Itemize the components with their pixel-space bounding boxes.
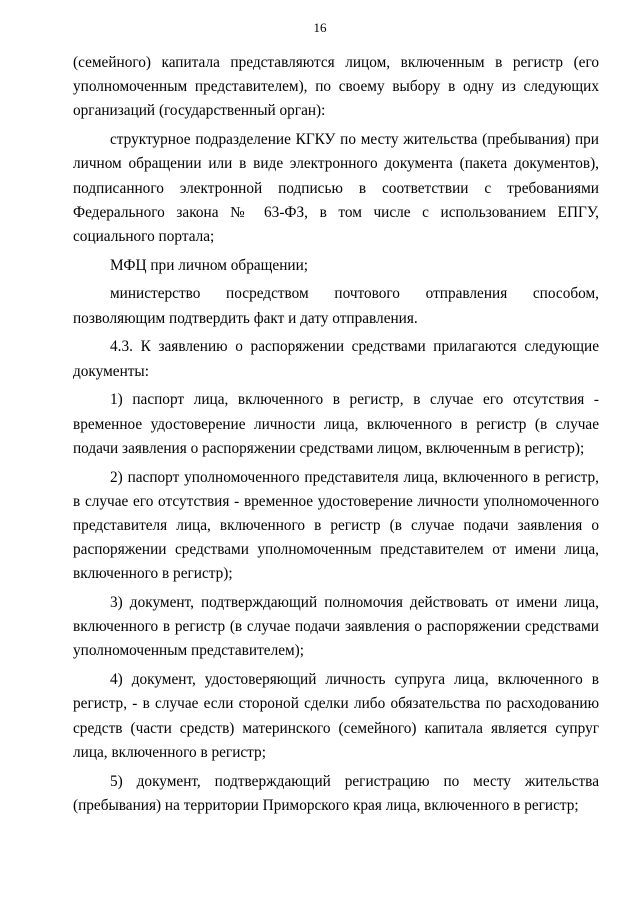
- text-line: организаций (государственный орган):: [73, 102, 326, 120]
- page-number: 16: [313, 20, 327, 35]
- text-line: распоряжении средствами уполномоченным представителем от имени лица,: [73, 541, 599, 559]
- list-item-3: [73, 591, 599, 664]
- text-line: включенного в регистр (в случае подачи заявления о распоряжении средствами: [73, 618, 599, 636]
- text-line: включенного в регистр);: [73, 565, 233, 583]
- text-line: структурное подразделение КГКУ по месту жительства (пребывания) при: [110, 131, 599, 149]
- list-item-4: [73, 668, 599, 765]
- text-line: МФЦ при личном обращении;: [110, 256, 309, 274]
- text-line: в случае его отсутствия - временное удостоверение личности уполномоченного: [73, 492, 599, 510]
- document-body: [73, 51, 599, 818]
- text-line: (семейного) капитала представляются лицом, включенным в регистр (его: [73, 54, 599, 71]
- text-line: личном обращении или в виде электронного документа (пакета документов),: [73, 155, 599, 173]
- text-line: регистр, - в случае если стороной сделки либо обязательства по расходованию: [73, 695, 599, 713]
- paragraph-ministry-option: [73, 282, 599, 330]
- text-line: подписанного электронной подписью в соответствии с требованиями: [73, 179, 599, 197]
- text-line: лица, включенного в регистр;: [73, 743, 266, 761]
- text-line: временное удостоверение личности лица, включенного в регистр (в случае: [73, 415, 599, 433]
- text-line: подачи заявления о распоряжении средствами лицом, включенным в регистр);: [73, 439, 585, 457]
- text-line: 4.3. К заявлению о распоряжении средствами прилагаются следующие: [110, 338, 599, 356]
- paragraph-mfc-option: [73, 254, 599, 278]
- paragraph-continuation: [73, 51, 599, 124]
- text-line: 5) документ, подтверждающий регистрацию по месту жительства: [110, 772, 599, 790]
- text-line: 3) документ, подтверждающий полномочия действовать от имени лица,: [110, 594, 599, 612]
- text-line: (пребывания) на территории Приморского края лица, включенного в регистр;: [73, 796, 579, 814]
- text-line: 1) паспорт лица, включенного в регистр, в случае его отсутствия -: [110, 391, 599, 409]
- text-line: позволяющим подтвердить факт и дату отправления.: [73, 309, 418, 327]
- paragraph-section-4-3: [73, 335, 599, 383]
- text-line: 2) паспорт уполномоченного представителя лица, включенного в регистр,: [110, 468, 599, 486]
- text-line: представителя лица, включенного в регистр (в случае подачи заявления о: [73, 516, 599, 534]
- paragraph-kgku-option: [73, 128, 599, 249]
- list-item-2: [73, 466, 599, 587]
- text-line: средств (части средств) материнского (семейного) капитала является супруг: [73, 719, 599, 737]
- list-item-1: [73, 388, 599, 461]
- text-line: документы:: [73, 362, 149, 380]
- text-line: 4) документ, удостоверяющий личность супруга лица, включенного в: [110, 671, 599, 689]
- list-item-5: [73, 770, 599, 818]
- text-line: министерство посредством почтового отправления способом,: [110, 285, 599, 303]
- text-line: уполномоченным представителем);: [73, 642, 305, 660]
- text-line: социального портала;: [73, 227, 215, 245]
- text-line: Федерального закона № 63-ФЗ, в том числе с использованием ЕПГУ,: [73, 203, 599, 221]
- text-line: уполномоченным представителем), по своему выбору в одну из следующих: [73, 78, 599, 96]
